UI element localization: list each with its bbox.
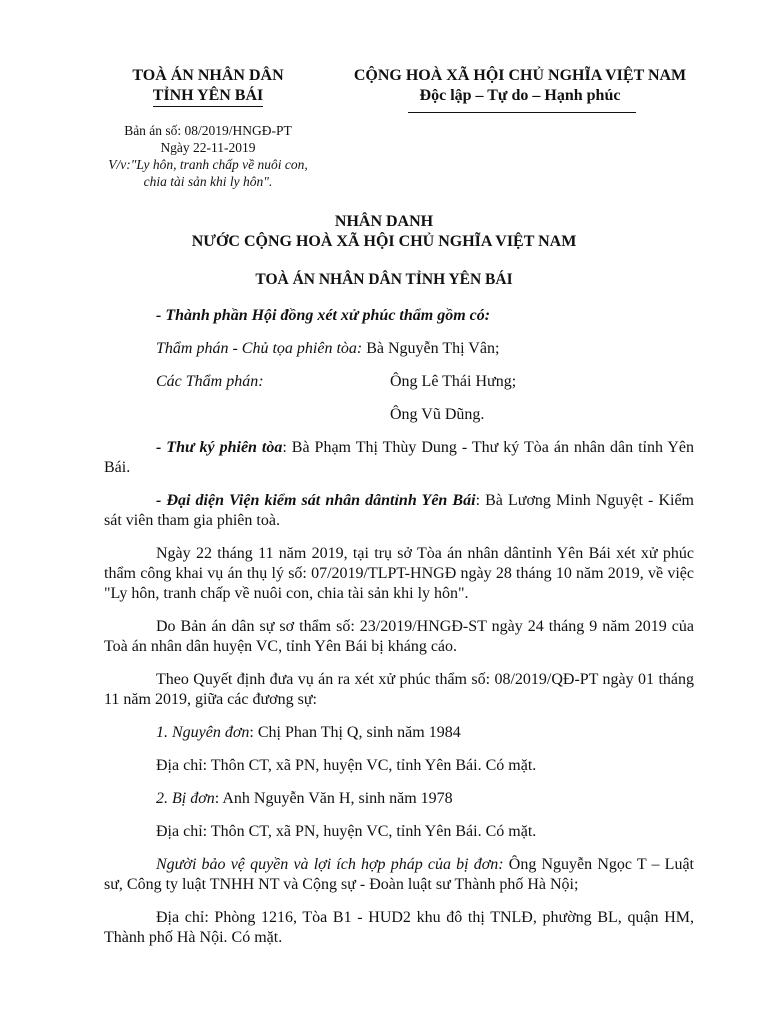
defendant-paragraph bbox=[104, 789, 694, 809]
presiding-name: Bà Nguyễn Thị Vân; bbox=[362, 340, 500, 357]
defender-text: Ông Nguyễn Ngọc T – Luật sư, Công ty luật TNHH NT và Cộng sự - Đoàn luật sư Thành phố Hà Nội; bbox=[104, 856, 694, 893]
case-subject-line2: chia tài sản khi ly hôn". bbox=[143, 174, 273, 189]
title-line2: NƯỚC CỘNG HOÀ XÃ HỘI CHỦ NGHĨA VIỆT NAM bbox=[191, 233, 577, 250]
case-info bbox=[88, 122, 328, 190]
judges-label: Các Thẩm phán: bbox=[156, 373, 264, 390]
clerk-paragraph bbox=[104, 438, 694, 478]
court-header bbox=[108, 66, 308, 107]
republic-motto: Độc lập – Tự do – Hạnh phúc bbox=[419, 87, 621, 104]
procuracy-label: - Đại diện Viện kiểm sát nhân dântỉnh Yên Bái bbox=[156, 492, 476, 509]
trial-paragraph: Ngày 22 tháng 11 năm 2019, tại trụ sở Tòa án nhân dântỉnh Yên Bái xét xử phúc thẩm công khai vụ án thụ lý số: 07/2019/TLPT-HNGĐ ngày 28 tháng 10 năm 2019, về việc "Ly hôn, tranh chấp về nuôi con, chia tài sản khi ly hôn". bbox=[104, 545, 694, 602]
case-date: Ngày 22-11-2019 bbox=[160, 140, 256, 155]
document-body bbox=[104, 306, 694, 961]
procuracy-paragraph bbox=[104, 491, 694, 531]
court-name-line1: TOÀ ÁN NHÂN DÂN bbox=[132, 67, 284, 84]
court-header-rule bbox=[153, 106, 263, 107]
republic-header-rule bbox=[408, 112, 636, 113]
panel-heading: - Thành phần Hội đồng xét xử phúc thẩm gồm có: bbox=[156, 307, 491, 324]
defendant-text: : Anh Nguyễn Văn H, sinh năm 1978 bbox=[214, 790, 453, 807]
decision-paragraph: Theo Quyết định đưa vụ án ra xét xử phúc thẩm số: 08/2019/QĐ-PT ngày 01 tháng 11 năm 2019, giữa các đương sự: bbox=[104, 671, 694, 708]
defendant-address: Địa chỉ: Thôn CT, xã PN, huyện VC, tỉnh Yên Bái. Có mặt. bbox=[156, 823, 537, 840]
republic-header bbox=[330, 66, 710, 106]
issuing-court: TOÀ ÁN NHÂN DÂN TỈNH YÊN BÁI bbox=[255, 271, 513, 288]
plaintiff-text: : Chị Phan Thị Q, sinh năm 1984 bbox=[249, 724, 461, 741]
plaintiff-address: Địa chỉ: Thôn CT, xã PN, huyện VC, tỉnh Yên Bái. Có mặt. bbox=[156, 757, 537, 774]
judge-2: Ông Vũ Dũng. bbox=[390, 406, 485, 423]
plaintiff-paragraph bbox=[104, 723, 694, 743]
plaintiff-label: 1. Nguyên đơn bbox=[156, 724, 250, 741]
judge-1: Ông Lê Thái Hưng; bbox=[390, 373, 517, 390]
case-number: Bản án số: 08/2019/HNGĐ-PT bbox=[124, 123, 292, 138]
clerk-label: - Thư ký phiên tòa bbox=[156, 439, 283, 456]
presiding-judge-row bbox=[104, 339, 694, 359]
judges-row bbox=[104, 372, 694, 392]
document-title bbox=[84, 212, 684, 252]
defender-paragraph bbox=[104, 855, 694, 895]
defendant-label: 2. Bị đơn bbox=[156, 790, 215, 807]
court-name-line2: TỈNH YÊN BÁI bbox=[152, 87, 264, 104]
republic-name: CỘNG HOÀ XÃ HỘI CHỦ NGHĨA VIỆT NAM bbox=[353, 67, 687, 84]
procuracy-text: : Bà Lương Minh Nguyệt - Kiểm sát viên tham gia phiên toà. bbox=[104, 492, 694, 529]
defender-address: Địa chỉ: Phòng 1216, Tòa B1 - HUD2 khu đô thị TNLĐ, phường BL, quận HM, Thành phố Hà Nội. Có mặt. bbox=[104, 909, 694, 946]
title-line1: NHÂN DANH bbox=[334, 213, 434, 230]
judges-row-2 bbox=[104, 405, 694, 425]
appeal-paragraph: Do Bản án dân sự sơ thẩm số: 23/2019/HNGĐ-ST ngày 24 tháng 9 năm 2019 của Toà án nhân dân huyện VC, tỉnh Yên Bái bị kháng cáo. bbox=[104, 618, 694, 655]
presiding-label: Thẩm phán - Chủ tọa phiên tòa: bbox=[156, 340, 363, 357]
clerk-text: : Bà Phạm Thị Thùy Dung - Thư ký Tòa án nhân dân tỉnh Yên Bái. bbox=[104, 439, 694, 476]
defender-label: Người bảo vệ quyền và lợi ích hợp pháp của bị đơn: bbox=[156, 856, 504, 873]
case-subject-line1: V/v:"Ly hôn, tranh chấp về nuôi con, bbox=[108, 157, 308, 172]
